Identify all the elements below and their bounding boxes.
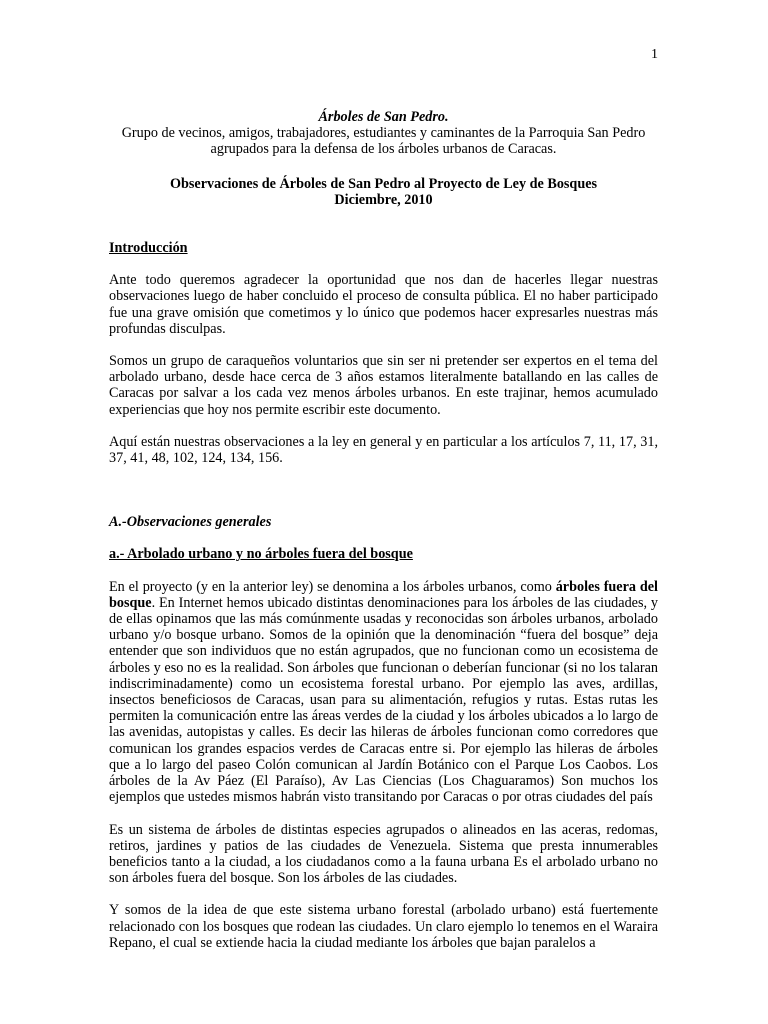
section-a-p1-rest: . En Internet hemos ubicado distintas denominaciones para los árboles de las ciudades, y de ellas opinamos que las más comúnmente usadas y reconocidas son árboles urbanos, arbolado urbano y/o bosque urbano. Somos de la opinión que la denominación “fuera del bosque” deja entender que son individuos que no están agrupados, que no funcionan como un ecosistema de árboles y eso no es la realidad. Son árboles que funcionan o deberían funcionar (si no los talaran indiscriminadamente) como un ecosistema forestal urbano. Por ejemplo las aves, ardillas, insectos beneficiosos de Caracas, usan para su alimentación, refugios y rutas. Estas rutas les permiten la comunicación entre las áreas verdes de la ciudad y los árboles ubicados a lo largo de las avenidas, autopistas y calles. Es decir las hileras de árboles funcionan como corredores que comunican los grandes espacios verdes de Caracas entre si. Por ejemplo las hileras de árboles que a lo largo del paseo Colón comunican al Jardín Botánico con el Parque Los Caobos. Los árboles de la Av Páez (El Paraíso), Av Las Ciencias (Los Chaguaramos) Son muchos los ejemplos que ustedes mismos habrán visto transitando por Caracas o por otras ciudades del país — [109, 594, 658, 806]
section-a-p1-bold: árboles fuera del bosque — [109, 578, 658, 611]
org-subtitle: Grupo de vecinos, amigos, trabajadores, estudiantes y caminantes de la Parroquia San Pedro agrupados para la defensa de los árboles urbanos de Caracas. — [121, 125, 646, 158]
intro-paragraph-1: Ante todo queremos agradecer la oportunidad que nos dan de hacerles llegar nuestras observaciones luego de haber concluido el proceso de consulta pública. El no haber participado fue una grave omisión que cometimos y lo único que podemos hacer expresarles nuestras más profundas disculpas. — [109, 272, 658, 337]
section-a-paragraph-3: Y somos de la idea de que este sistema urbano forestal (arbolado urbano) está fuertemente relacionado con los bosques que rodean las ciudades. Un claro ejemplo lo tenemos en el Waraira Repano, el cual se extiende hacia la ciudad mediante los árboles que bajan paralelos a — [109, 902, 658, 951]
section-a-paragraph-1 — [109, 579, 658, 806]
intro-heading: Introducción — [109, 240, 188, 257]
intro-paragraph-3: Aquí están nuestras observaciones a la ley en general y en particular a los artículos 7, 11, 17, 31, 37, 41, 48, 102, 124, 134, 156. — [109, 433, 658, 467]
intro-paragraph-2: Somos un grupo de caraqueños voluntarios que sin ser ni pretender ser expertos en el tema del arbolado urbano, desde hace cerca de 3 años estamos literalmente batallando en las calles de Caracas por salvar a los cada vez menos árboles urbanos. En este trajinar, hemos acumulado experiencias que hoy nos permite escribir este documento. — [109, 353, 658, 418]
doc-date: Diciembre, 2010 — [334, 191, 433, 208]
doc-title: Observaciones de Árboles de San Pedro al Proyecto de Ley de Bosques — [169, 175, 598, 192]
section-a-p1-start: En el proyecto (y en la anterior ley) se denomina a los árboles urbanos, como — [109, 578, 556, 595]
page-number: 1 — [651, 47, 658, 62]
org-title: Árboles de San Pedro. — [318, 109, 449, 125]
section-a-paragraph-2: Es un sistema de árboles de distintas especies agrupados o alineados en las aceras, redomas, retiros, jardines y patios de las ciudades de Venezuela. Sistema que presta innumerables beneficios tanto a la ciudad, a los ciudadanos como a la fauna urbana Es el arbolado urbano no son árboles fuera del bosque. Son los árboles de las ciudades. — [109, 821, 658, 887]
document-body — [109, 109, 658, 951]
section-a-heading: A.-Observaciones generales — [109, 514, 272, 531]
section-a-subheading: a.- Arbolado urbano y no árboles fuera del bosque — [109, 546, 413, 563]
